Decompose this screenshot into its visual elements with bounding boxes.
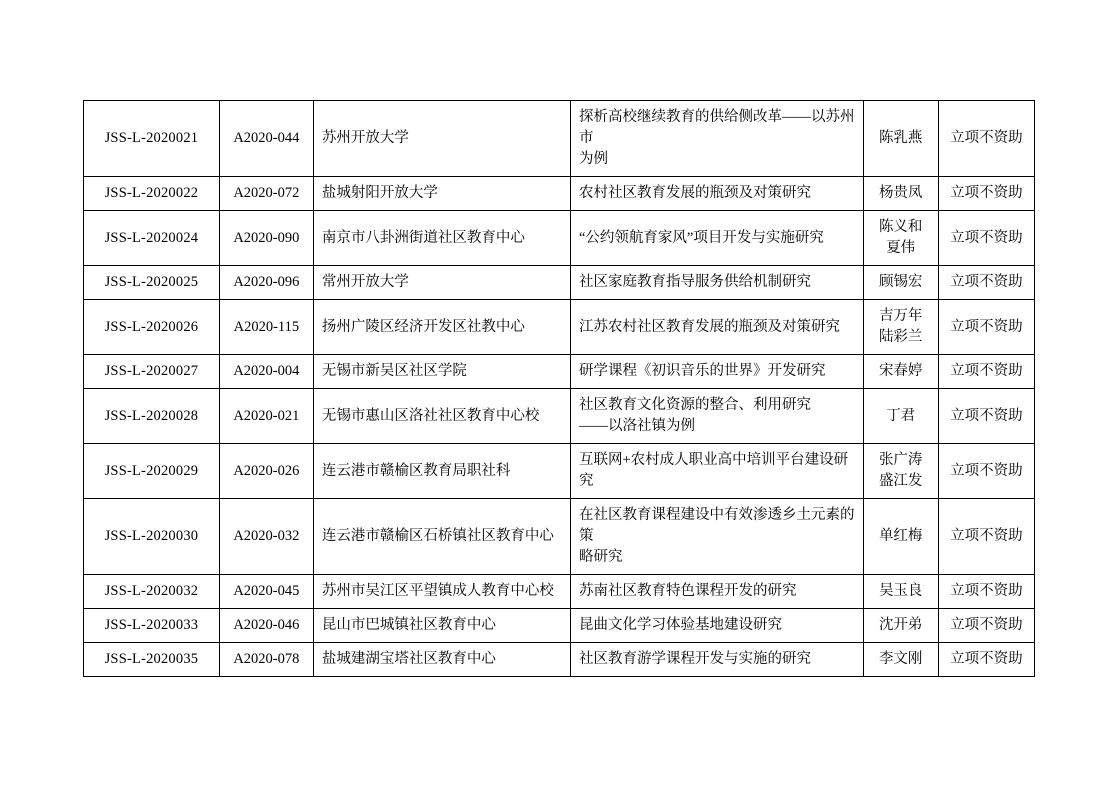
- project-title-line: 研学课程《初识音乐的世界》开发研究: [578, 363, 826, 380]
- cell-principal-investigator: [863, 499, 938, 575]
- principal-investigator-name: 沈开弟: [878, 617, 923, 634]
- cell-approval-status: 立项不资助: [938, 643, 1034, 677]
- cell-project-code: JSS-L-2020024: [84, 211, 220, 266]
- cell-principal-investigator: [863, 444, 938, 499]
- principal-investigator-name: 陈乳燕: [878, 130, 923, 147]
- principal-investigator-name: 夏伟: [886, 240, 916, 257]
- table-row: [84, 389, 1035, 444]
- cell-approval-status: 立项不资助: [938, 575, 1034, 609]
- cell-application-number: A2020-078: [219, 643, 313, 677]
- cell-principal-investigator: [863, 355, 938, 389]
- table-row: [84, 643, 1035, 677]
- principal-investigator-name: 张广涛: [878, 452, 923, 469]
- cell-approval-status: 立项不资助: [938, 101, 1034, 177]
- cell-approval-status: 立项不资助: [938, 177, 1034, 211]
- principal-investigator-name: 丁君: [886, 407, 916, 424]
- project-title-line: 江苏农村社区教育发展的瓶颈及对策研究: [578, 318, 840, 335]
- principal-investigator-name: 陆彩兰: [878, 329, 923, 346]
- cell-applicant-unit: 昆山市巴城镇社区教育中心: [313, 609, 570, 643]
- cell-project-title: [570, 643, 863, 677]
- project-title-line: 略研究: [578, 549, 623, 566]
- cell-application-number: A2020-021: [219, 389, 313, 444]
- cell-project-code: JSS-L-2020033: [84, 609, 220, 643]
- cell-project-code: JSS-L-2020035: [84, 643, 220, 677]
- table-row: [84, 211, 1035, 266]
- project-title-line: 互联网+农村成人职业高中培训平台建设研究: [578, 452, 849, 490]
- project-title-line: 在社区教育课程建设中有效渗透乡土元素的策: [578, 507, 855, 545]
- cell-project-title: [570, 211, 863, 266]
- cell-project-title: [570, 609, 863, 643]
- cell-project-title: [570, 444, 863, 499]
- cell-approval-status: 立项不资助: [938, 609, 1034, 643]
- cell-project-code: JSS-L-2020027: [84, 355, 220, 389]
- project-title-line: 苏南社区教育特色课程开发的研究: [578, 583, 797, 600]
- cell-applicant-unit: 扬州广陵区经济开发区社教中心: [313, 300, 570, 355]
- project-approval-table: [83, 100, 1035, 677]
- principal-investigator-name: 陈义和: [878, 219, 923, 236]
- cell-applicant-unit: 无锡市惠山区洛社社区教育中心校: [313, 389, 570, 444]
- principal-investigator-name: 顾锡宏: [878, 274, 923, 291]
- cell-application-number: A2020-004: [219, 355, 313, 389]
- cell-principal-investigator: [863, 266, 938, 300]
- cell-project-title: [570, 499, 863, 575]
- cell-applicant-unit: 苏州开放大学: [313, 101, 570, 177]
- cell-approval-status: 立项不资助: [938, 266, 1034, 300]
- cell-approval-status: 立项不资助: [938, 444, 1034, 499]
- principal-investigator-name: 盛江发: [878, 473, 923, 490]
- project-table-container: [83, 100, 1035, 677]
- cell-approval-status: 立项不资助: [938, 211, 1034, 266]
- cell-approval-status: 立项不资助: [938, 300, 1034, 355]
- cell-project-code: JSS-L-2020032: [84, 575, 220, 609]
- principal-investigator-name: 单红梅: [878, 528, 923, 545]
- cell-project-code: JSS-L-2020030: [84, 499, 220, 575]
- project-title-line: 农村社区教育发展的瓶颈及对策研究: [578, 185, 811, 202]
- cell-project-title: [570, 389, 863, 444]
- table-row: [84, 355, 1035, 389]
- project-title-line: 探析高校继续教育的供给侧改革——以苏州市: [578, 109, 855, 147]
- cell-application-number: A2020-096: [219, 266, 313, 300]
- table-row: [84, 575, 1035, 609]
- cell-project-code: JSS-L-2020028: [84, 389, 220, 444]
- cell-approval-status: 立项不资助: [938, 389, 1034, 444]
- cell-application-number: A2020-072: [219, 177, 313, 211]
- cell-principal-investigator: [863, 643, 938, 677]
- project-title-line: 社区家庭教育指导服务供给机制研究: [578, 274, 811, 291]
- cell-principal-investigator: [863, 211, 938, 266]
- cell-applicant-unit: 连云港市赣榆区教育局职社科: [313, 444, 570, 499]
- table-row: [84, 444, 1035, 499]
- cell-applicant-unit: 南京市八卦洲街道社区教育中心: [313, 211, 570, 266]
- cell-applicant-unit: 常州开放大学: [313, 266, 570, 300]
- table-row: [84, 499, 1035, 575]
- project-title-line: ——以洛社镇为例: [578, 418, 695, 435]
- table-row: [84, 101, 1035, 177]
- cell-approval-status: 立项不资助: [938, 355, 1034, 389]
- principal-investigator-name: 吴玉良: [878, 583, 923, 600]
- cell-application-number: A2020-115: [219, 300, 313, 355]
- table-row: [84, 266, 1035, 300]
- cell-applicant-unit: 连云港市赣榆区石桥镇社区教育中心: [313, 499, 570, 575]
- cell-project-title: [570, 355, 863, 389]
- cell-approval-status: 立项不资助: [938, 499, 1034, 575]
- table-row: [84, 300, 1035, 355]
- cell-application-number: A2020-026: [219, 444, 313, 499]
- cell-principal-investigator: [863, 101, 938, 177]
- table-row: [84, 177, 1035, 211]
- cell-application-number: A2020-044: [219, 101, 313, 177]
- cell-applicant-unit: 盐城射阳开放大学: [313, 177, 570, 211]
- cell-application-number: A2020-046: [219, 609, 313, 643]
- cell-principal-investigator: [863, 177, 938, 211]
- cell-project-code: JSS-L-2020025: [84, 266, 220, 300]
- cell-application-number: A2020-090: [219, 211, 313, 266]
- cell-applicant-unit: 无锡市新吴区社区学院: [313, 355, 570, 389]
- principal-investigator-name: 杨贵凤: [878, 185, 923, 202]
- cell-project-title: [570, 266, 863, 300]
- project-title-line: 社区教育文化资源的整合、利用研究: [578, 397, 811, 414]
- project-title-line: “公约领航育家风”项目开发与实施研究: [578, 229, 824, 246]
- project-title-line: 昆曲文化学习体验基地建设研究: [578, 617, 782, 634]
- project-title-line: 为例: [578, 151, 608, 168]
- principal-investigator-name: 吉万年: [878, 308, 923, 325]
- cell-project-title: [570, 101, 863, 177]
- cell-applicant-unit: 盐城建湖宝塔社区教育中心: [313, 643, 570, 677]
- cell-principal-investigator: [863, 575, 938, 609]
- principal-investigator-name: 李文刚: [878, 651, 923, 668]
- table-row: [84, 609, 1035, 643]
- cell-principal-investigator: [863, 300, 938, 355]
- cell-project-title: [570, 300, 863, 355]
- cell-application-number: A2020-032: [219, 499, 313, 575]
- principal-investigator-name: 宋春婷: [878, 363, 923, 380]
- cell-project-code: JSS-L-2020022: [84, 177, 220, 211]
- cell-principal-investigator: [863, 609, 938, 643]
- project-title-line: 社区教育游学课程开发与实施的研究: [578, 651, 811, 668]
- table-body: [84, 101, 1035, 677]
- cell-project-code: JSS-L-2020021: [84, 101, 220, 177]
- cell-project-code: JSS-L-2020026: [84, 300, 220, 355]
- cell-project-title: [570, 575, 863, 609]
- cell-principal-investigator: [863, 389, 938, 444]
- cell-project-title: [570, 177, 863, 211]
- cell-project-code: JSS-L-2020029: [84, 444, 220, 499]
- cell-application-number: A2020-045: [219, 575, 313, 609]
- cell-applicant-unit: 苏州市吴江区平望镇成人教育中心校: [313, 575, 570, 609]
